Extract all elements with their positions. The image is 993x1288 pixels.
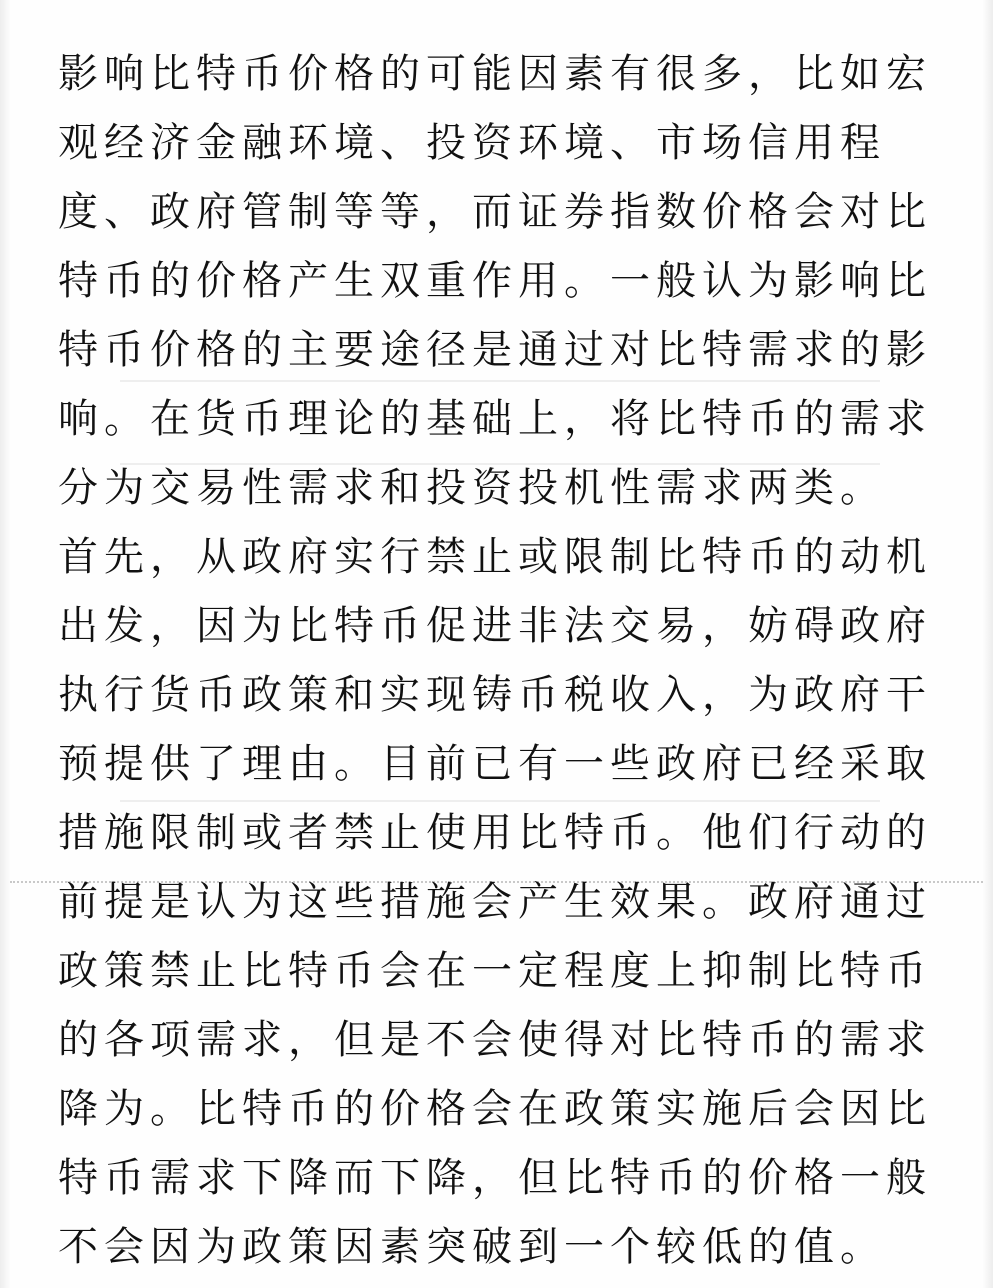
- document-body: [58, 40, 938, 1282]
- text-line: 的各项需求，但是不会使得对比特币的需求: [58, 1017, 932, 1063]
- text-line: 首先，从政府实行禁止或限制比特币的动机: [58, 534, 932, 580]
- text-line: 特币价格的主要途径是通过对比特需求的影: [58, 327, 932, 373]
- text-line: 出发，因为比特币促进非法交易，妨碍政府: [58, 603, 932, 649]
- text-line: 不会因为政策因素突破到一个较低的值。: [58, 1224, 886, 1270]
- text-line: 分为交易性需求和投资投机性需求两类。: [58, 465, 886, 511]
- text-line: 预提供了理由。目前已有一些政府已经采取: [58, 741, 932, 787]
- page-right-edge: [983, 0, 993, 1288]
- text-line: 执行货币政策和实现铸币税收入，为政府干: [58, 672, 932, 718]
- text-line: 响。在货币理论的基础上，将比特币的需求: [58, 396, 932, 442]
- text-line: 特币的价格产生双重作用。一般认为影响比: [58, 258, 932, 304]
- page-left-edge: [0, 0, 10, 1288]
- text-line: 降为。比特币的价格会在政策实施后会因比: [58, 1086, 932, 1132]
- text-line: 影响比特币价格的可能因素有很多，比如宏: [58, 51, 932, 97]
- text-line: 政策禁止比特币会在一定程度上抑制比特币: [58, 948, 932, 994]
- text-line: 前提是认为这些措施会产生效果。政府通过: [58, 879, 932, 925]
- text-line: 特币需求下降而下降，但比特币的价格一般: [58, 1155, 932, 1201]
- text-line: 措施限制或者禁止使用比特币。他们行动的: [58, 810, 932, 856]
- text-line: 度、政府管制等等，而证券指数价格会对比: [58, 189, 932, 235]
- text-line: 观经济金融环境、投资环境、市场信用程: [58, 120, 886, 166]
